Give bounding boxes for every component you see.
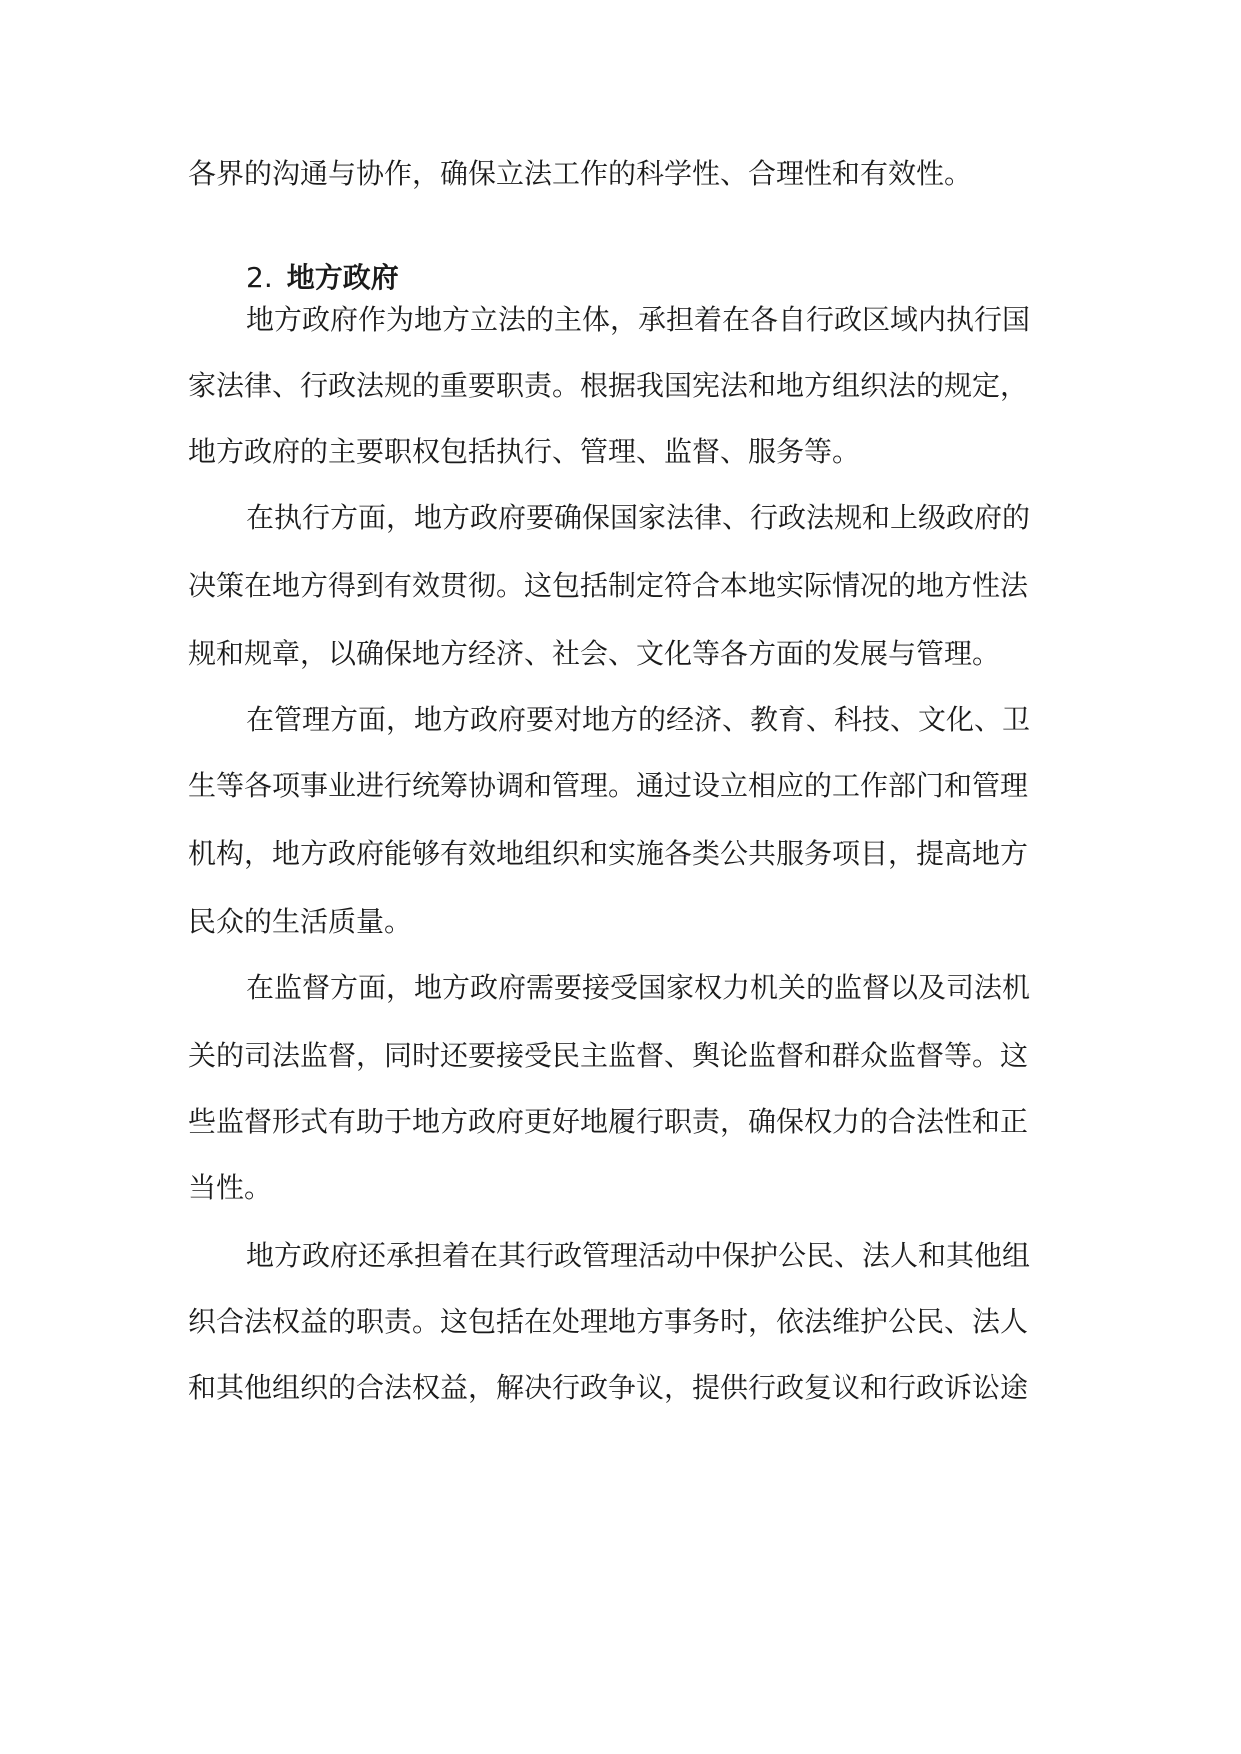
paragraph-3-line-4: 民众的生活质量。	[188, 905, 413, 938]
section-number: 2.	[246, 261, 273, 294]
paragraph-4-line-1: 在监督方面，地方政府需要接受国家权力机关的监督以及司法机	[246, 971, 1031, 1004]
section-title: 地方政府	[286, 261, 399, 294]
paragraph-5-line-1: 地方政府还承担着在其行政管理活动中保护公民、法人和其他组	[246, 1239, 1031, 1272]
paragraph-4-line-3: 些监督形式有助于地方政府更好地履行职责，确保权力的合法性和正	[188, 1105, 1029, 1138]
paragraph-2-line-1: 在执行方面，地方政府要确保国家法律、行政法规和上级政府的	[246, 501, 1031, 534]
paragraph-5-line-3: 和其他组织的合法权益，解决行政争议，提供行政复议和行政诉讼途	[188, 1371, 1029, 1404]
paragraph-3-line-2: 生等各项事业进行统筹协调和管理。通过设立相应的工作部门和管理	[188, 769, 1029, 802]
paragraph-2-line-2: 决策在地方得到有效贯彻。这包括制定符合本地实际情况的地方性法	[188, 569, 1029, 602]
paragraph-1-line-2: 家法律、行政法规的重要职责。根据我国宪法和地方组织法的规定，	[188, 369, 1029, 402]
paragraph-2-line-3: 规和规章，以确保地方经济、社会、文化等各方面的发展与管理。	[188, 637, 1001, 670]
paragraph-3-line-1: 在管理方面，地方政府要对地方的经济、教育、科技、文化、卫	[246, 703, 1031, 736]
paragraph-3-line-3: 机构，地方政府能够有效地组织和实施各类公共服务项目，提高地方	[188, 837, 1029, 870]
paragraph-1-line-3: 地方政府的主要职权包括执行、管理、监督、服务等。	[188, 435, 861, 468]
intro-line: 各界的沟通与协作，确保立法工作的科学性、合理性和有效性。	[188, 157, 973, 190]
paragraph-1-line-1: 地方政府作为地方立法的主体，承担着在各自行政区域内执行国	[246, 303, 1031, 336]
paragraph-4-line-2: 关的司法监督，同时还要接受民主监督、舆论监督和群众监督等。这	[188, 1039, 1029, 1072]
paragraph-5-line-2: 织合法权益的职责。这包括在处理地方事务时，依法维护公民、法人	[188, 1305, 1029, 1338]
section-heading	[246, 258, 399, 298]
paragraph-4-line-4: 当性。	[188, 1171, 273, 1204]
